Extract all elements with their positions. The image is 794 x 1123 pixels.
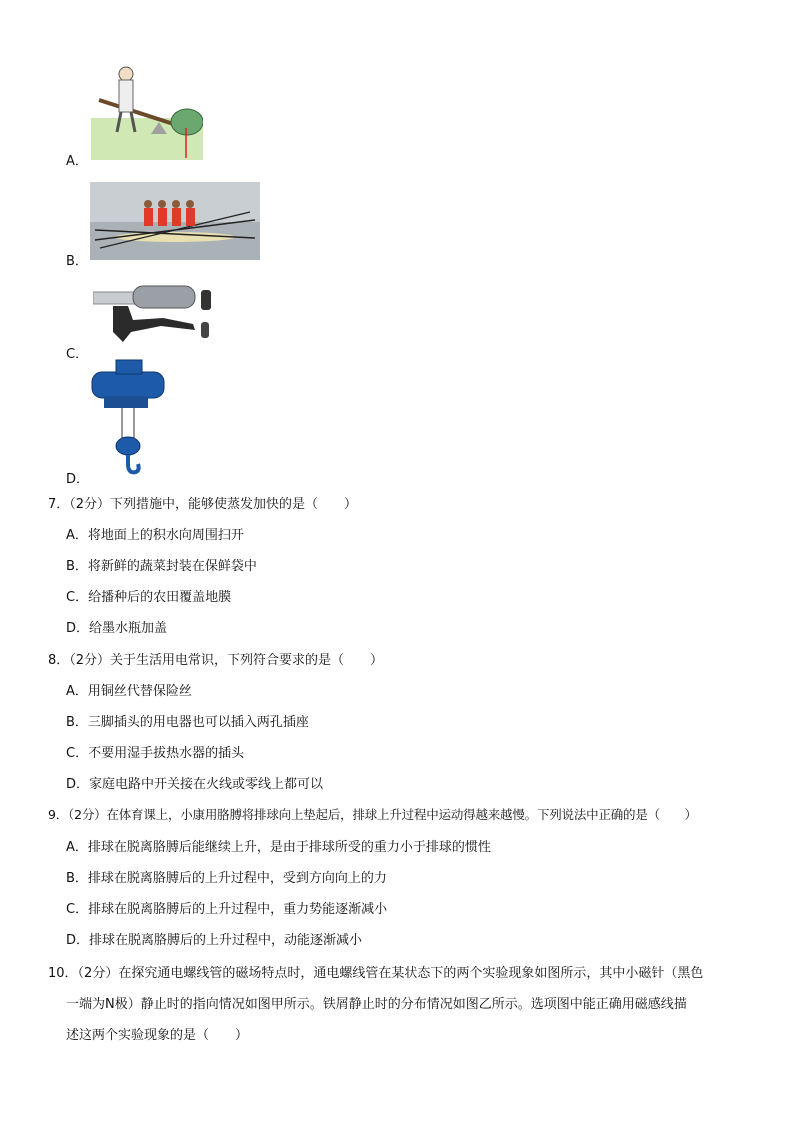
q8-option-d: D．家庭电路中开关接在火线或零线上都可以 <box>66 777 324 792</box>
q10-line-1: 10．（2分）在探究通电螺线管的磁场特点时，通电螺线管在某状态下的两个实验现象如图所示，其中小磁针（黑色 <box>48 966 704 981</box>
q7-option-a: A．将地面上的积水向周围扫开 <box>66 528 244 543</box>
bicycle-brake-lever-image <box>93 282 215 342</box>
lever-lifting-rock-image <box>91 62 203 160</box>
q8-option-a: A．用铜丝代替保险丝 <box>66 684 192 699</box>
option-b-label: B． <box>66 254 88 269</box>
q7-option-b: B．将新鲜的蔬菜封装在保鲜袋中 <box>66 559 257 574</box>
q9-option-b: B．排球在脱离胳膊后的上升过程中，受到方向向上的力 <box>66 871 387 886</box>
q10-line-3: 述这两个实验现象的是（ ） <box>66 1028 249 1043</box>
q8-stem: 8．（2分）关于生活用电常识，下列符合要求的是（ ） <box>48 653 384 668</box>
q9-stem: 9．（2分）在体育课上，小康用胳膊将排球向上垫起后，排球上升过程中运动得越来越慢。下列说法中正确的是（ ） <box>48 807 697 822</box>
q7-stem: 7．（2分）下列措施中，能够使蒸发加快的是（ ） <box>48 497 358 512</box>
q10-line-2: 一端为N极）静止时的指向情况如图甲所示。铁屑静止时的分布情况如图乙所示。选项图中能正确用磁感线描 <box>66 997 687 1012</box>
q9-option-d: D．排球在脱离胳膊后的上升过程中，动能逐渐减小 <box>66 933 363 948</box>
q7-option-d: D．给墨水瓶加盖 <box>66 621 168 636</box>
option-d-label: D． <box>66 472 90 487</box>
q9-option-a: A．排球在脱离胳膊后能继续上升，是由于排球所受的重力小于排球的惯性 <box>66 840 491 855</box>
q8-option-c: C．不要用湿手拔热水器的插头 <box>66 746 245 761</box>
q8-option-b: B．三脚插头的用电器也可以插入两孔插座 <box>66 715 309 730</box>
option-a-label: A． <box>66 154 88 169</box>
electric-hoist-image <box>90 358 168 480</box>
q7-option-c: C．给播种后的农田覆盖地膜 <box>66 590 232 605</box>
q9-option-c: C．排球在脱离胳膊后的上升过程中，重力势能逐渐减小 <box>66 902 388 917</box>
rowing-team-image <box>90 182 260 260</box>
option-c-label: C． <box>66 347 89 362</box>
